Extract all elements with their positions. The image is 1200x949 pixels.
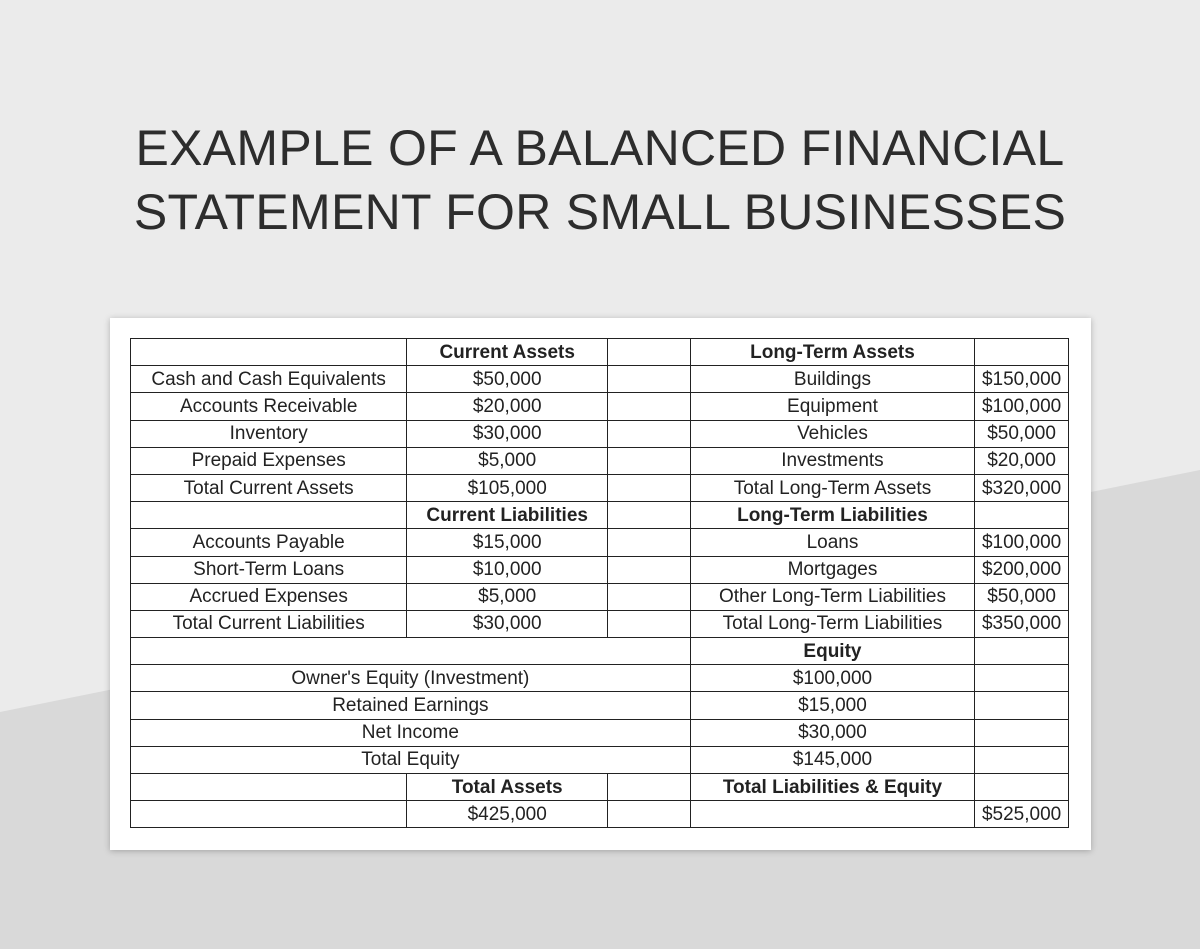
row-value: $105,000 xyxy=(407,474,608,501)
row-label: Mortgages xyxy=(690,556,974,583)
header-total-assets: Total Assets xyxy=(407,774,608,801)
row-value: $5,000 xyxy=(407,583,608,610)
table-cell xyxy=(608,801,691,828)
table-row xyxy=(131,774,1069,801)
table-row xyxy=(131,610,1069,637)
table-cell xyxy=(131,339,407,366)
total-assets-value: $425,000 xyxy=(407,801,608,828)
table-cell xyxy=(975,665,1069,692)
row-label: Accounts Payable xyxy=(131,529,407,556)
row-label: Net Income xyxy=(131,719,691,746)
statement-sheet xyxy=(110,318,1091,850)
row-label: Equipment xyxy=(690,393,974,420)
row-label: Total Long-Term Assets xyxy=(690,474,974,501)
row-value: $15,000 xyxy=(690,692,974,719)
header-total-liabilities-equity: Total Liabilities & Equity xyxy=(690,774,974,801)
table-row xyxy=(131,393,1069,420)
row-label: Buildings xyxy=(690,366,974,393)
table-cell xyxy=(608,774,691,801)
header-equity: Equity xyxy=(690,638,974,665)
row-value: $150,000 xyxy=(975,366,1069,393)
table-cell xyxy=(975,774,1069,801)
row-label: Cash and Cash Equivalents xyxy=(131,366,407,393)
table-cell xyxy=(975,339,1069,366)
row-value: $200,000 xyxy=(975,556,1069,583)
table-cell xyxy=(608,366,691,393)
table-cell xyxy=(608,339,691,366)
table-row xyxy=(131,502,1069,529)
table-row xyxy=(131,719,1069,746)
row-value: $50,000 xyxy=(407,366,608,393)
table-row xyxy=(131,692,1069,719)
row-label: Accrued Expenses xyxy=(131,583,407,610)
row-value: $145,000 xyxy=(690,746,974,773)
table-row xyxy=(131,583,1069,610)
table-row xyxy=(131,447,1069,474)
row-value: $320,000 xyxy=(975,474,1069,501)
table-cell xyxy=(131,638,691,665)
table-cell xyxy=(975,502,1069,529)
row-value: $30,000 xyxy=(407,420,608,447)
table-cell xyxy=(131,801,407,828)
row-label: Vehicles xyxy=(690,420,974,447)
table-row xyxy=(131,556,1069,583)
row-value: $100,000 xyxy=(690,665,974,692)
table-row xyxy=(131,366,1069,393)
row-label: Owner's Equity (Investment) xyxy=(131,665,691,692)
row-value: $30,000 xyxy=(407,610,608,637)
table-cell xyxy=(975,719,1069,746)
table-cell xyxy=(975,638,1069,665)
row-value: $30,000 xyxy=(690,719,974,746)
table-row xyxy=(131,638,1069,665)
table-cell xyxy=(608,420,691,447)
table-cell xyxy=(608,583,691,610)
row-label: Short-Term Loans xyxy=(131,556,407,583)
table-row xyxy=(131,801,1069,828)
title-line-2: STATEMENT FOR SMALL BUSINESSES xyxy=(133,184,1067,240)
row-value: $10,000 xyxy=(407,556,608,583)
row-label: Investments xyxy=(690,447,974,474)
row-label: Total Long-Term Liabilities xyxy=(690,610,974,637)
table-row xyxy=(131,474,1069,501)
row-label: Total Current Liabilities xyxy=(131,610,407,637)
table-cell xyxy=(975,746,1069,773)
table-row xyxy=(131,746,1069,773)
total-liabilities-equity-value: $525,000 xyxy=(975,801,1069,828)
header-long-term-assets: Long-Term Assets xyxy=(690,339,974,366)
row-label: Prepaid Expenses xyxy=(131,447,407,474)
row-label: Total Current Assets xyxy=(131,474,407,501)
row-value: $100,000 xyxy=(975,529,1069,556)
table-cell xyxy=(975,692,1069,719)
row-value: $5,000 xyxy=(407,447,608,474)
row-value: $50,000 xyxy=(975,420,1069,447)
table-row xyxy=(131,665,1069,692)
row-label: Retained Earnings xyxy=(131,692,691,719)
table-cell xyxy=(608,393,691,420)
row-value: $20,000 xyxy=(407,393,608,420)
table-row xyxy=(131,529,1069,556)
row-value: $100,000 xyxy=(975,393,1069,420)
row-label: Inventory xyxy=(131,420,407,447)
table-cell xyxy=(131,502,407,529)
table-row xyxy=(131,420,1069,447)
table-cell xyxy=(608,610,691,637)
row-value: $20,000 xyxy=(975,447,1069,474)
table-cell xyxy=(608,502,691,529)
row-value: $50,000 xyxy=(975,583,1069,610)
header-current-liabilities: Current Liabilities xyxy=(407,502,608,529)
table-cell xyxy=(131,774,407,801)
row-label: Total Equity xyxy=(131,746,691,773)
table-cell xyxy=(608,556,691,583)
balance-sheet-table xyxy=(130,338,1069,828)
row-label: Other Long-Term Liabilities xyxy=(690,583,974,610)
table-cell xyxy=(608,474,691,501)
title-line-1: EXAMPLE OF A BALANCED FINANCIAL xyxy=(135,120,1065,176)
row-value: $15,000 xyxy=(407,529,608,556)
table-row xyxy=(131,339,1069,366)
header-long-term-liabilities: Long-Term Liabilities xyxy=(690,502,974,529)
table-cell xyxy=(608,447,691,474)
header-current-assets: Current Assets xyxy=(407,339,608,366)
table-cell xyxy=(608,529,691,556)
table-cell xyxy=(690,801,974,828)
row-label: Loans xyxy=(690,529,974,556)
page-title xyxy=(0,116,1200,244)
row-value: $350,000 xyxy=(975,610,1069,637)
row-label: Accounts Receivable xyxy=(131,393,407,420)
